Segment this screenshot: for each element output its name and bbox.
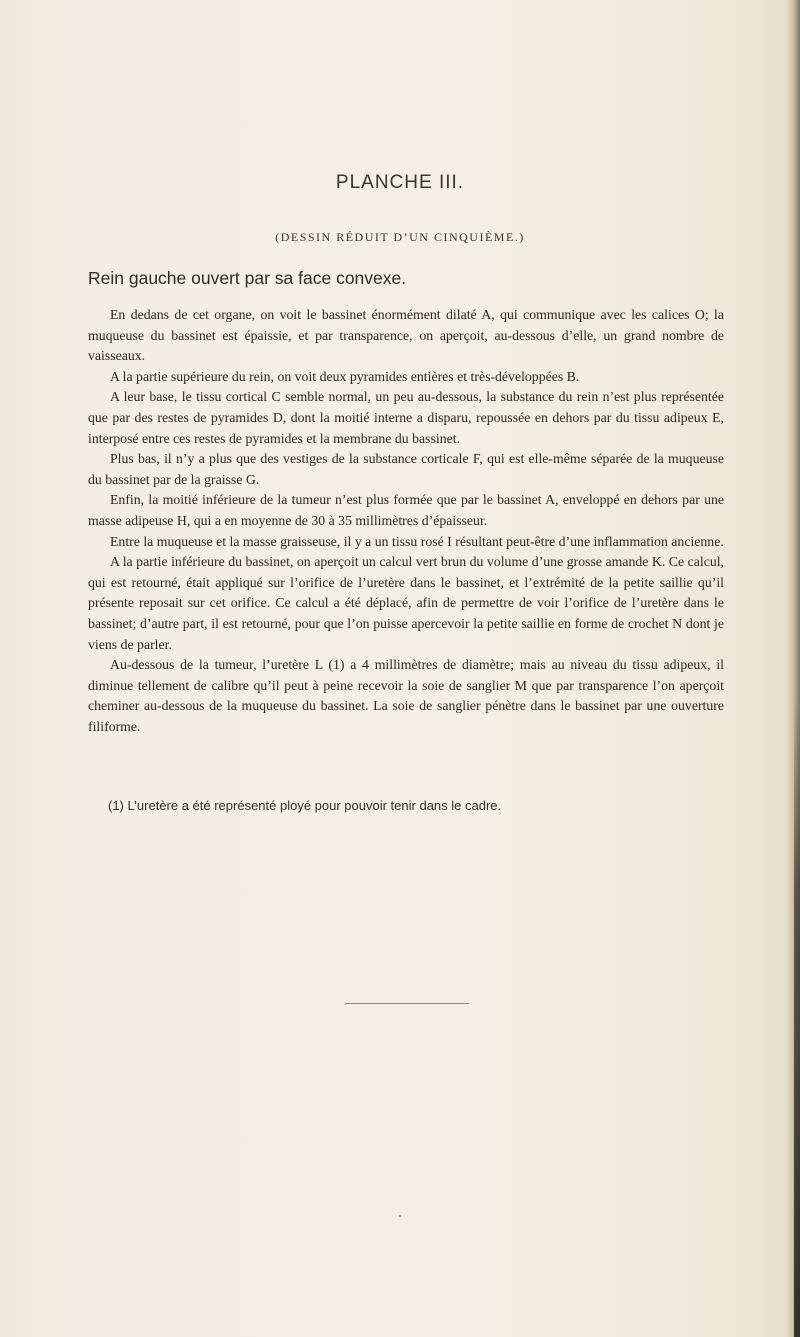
paragraph: En dedans de cet organe, on voit le bassinet énormément dilaté A, qui communique avec les calices O; la muqueuse du bassinet est épaissie, et par transparence, on aperçoit, au-dessous d’elle, un grand nombre de vaisseaux. [88,307,724,364]
description-body [88,305,724,737]
paragraph: Au-dessous de la tumeur, l’uretère L (1) a 4 millimètres de diamètre; mais au niveau du tissu adipeux, il diminue tellement de calibre qu’il peut à peine recevoir la soie de sanglier M que par transparence l’on aperçoit cheminer au-dessous de la muqueuse du bassinet. La soie de sanglier pénètre dans le bassinet par une ouverture filiforme. [88,657,724,734]
paragraph: A la partie supérieure du rein, on voit deux pyramides entières et très-développées B. [110,368,580,384]
paragraph: Plus bas, il n’y a plus que des vestiges de la substance corticale F, qui est elle-même séparée de la muqueuse du bassinet par de la graisse G. [88,451,724,487]
plate-subtitle: (DESSIN RÉDUIT D’UN CINQUIÈME.) [275,230,525,244]
page-binding-shadow [794,700,800,1337]
paragraph: A la partie inférieure du bassinet, on aperçoit un calcul vert brun du volume d’une grosse amande K. Ce calcul, qui est retourné, était appliqué sur l’orifice de l’uretère dans le bassinet, et l’extrémité de la petite saillie qu’il présente reposait sur cet orifice. Ce calcul a été déplacé, afin de permettre de voir l’orifice de l’uretère dans le bassinet; d’autre part, il est retourné, pour que l’on puisse apercevoir la petite saillie en forme de crochet N dont je viens de parler. [88,554,724,652]
divider-rule [345,1003,469,1004]
section-heading: Rein gauche ouvert par sa face convexe. [88,268,407,288]
footnote: (1) L’uretère a été représenté ployé pour pouvoir tenir dans le cadre. [108,798,502,813]
paragraph: Enfin, la moitié inférieure de la tumeur n’est plus formée que par le bassinet A, enveloppé en dehors par une masse adipeuse H, qui a en moyenne de 30 à 35 millimètres d’épaisseur. [88,492,724,528]
paper-speck [399,1215,401,1217]
paragraph: A leur base, le tissu cortical C semble normal, un peu au-dessous, la substance du rein n’est plus représentée que par des restes de pyramides D, dont la moitié interne a disparu, repoussée en dehors par du tissu adipeux E, interposé entre ces restes de pyramides et la membrane du bassinet. [88,389,724,446]
paragraph: Entre la muqueuse et la masse graisseuse, il y a un tissu rosé I résultant peut-être d’une inflammation ancienne. [110,533,724,549]
plate-title: PLANCHE III. [335,172,465,193]
